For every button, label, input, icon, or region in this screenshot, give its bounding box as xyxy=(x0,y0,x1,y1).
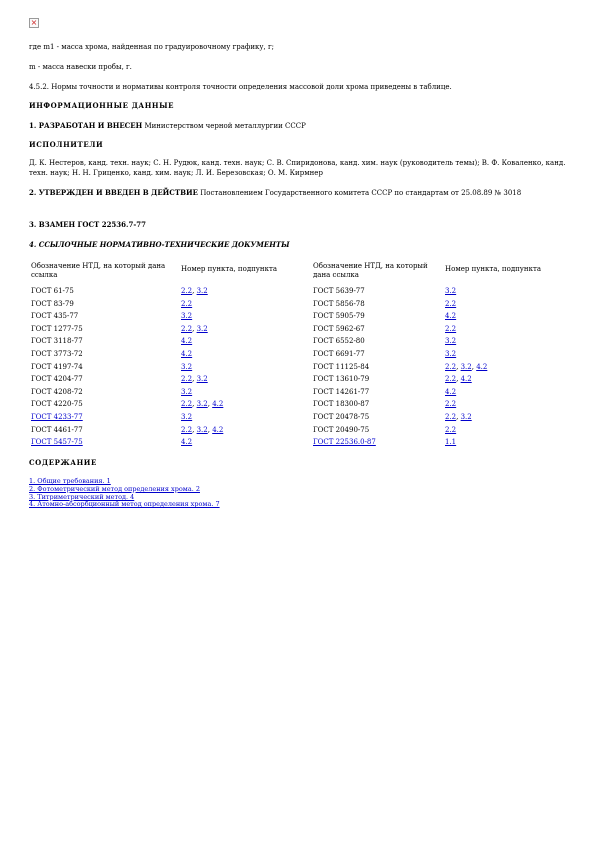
doc-cell-l xyxy=(29,363,179,376)
info-heading: ИНФОРМАЦИОННЫЕ ДАННЫЕ xyxy=(29,101,175,110)
points-cell-l xyxy=(179,438,311,451)
point-link[interactable]: 3.2 xyxy=(196,425,208,434)
point-link[interactable]: 2.2 xyxy=(181,299,193,308)
col-header-doc-left: Обозначение НТД, на который дана ссылка xyxy=(31,262,166,279)
doc-cell-r xyxy=(311,413,443,426)
doc-label: ГОСТ 5962-67 xyxy=(313,324,365,333)
points-cell-l xyxy=(179,363,311,376)
doc-cell-l xyxy=(29,350,179,363)
doc-label: ГОСТ 1277-75 xyxy=(31,324,83,333)
point-link[interactable]: 3.2 xyxy=(196,324,208,333)
point-link[interactable]: 2.2 xyxy=(445,299,457,308)
points-cell-l xyxy=(179,388,311,401)
points-cell-r: 2.2, 3.2 xyxy=(445,412,472,421)
points-cell-r xyxy=(443,312,569,325)
point-link[interactable]: 3.2 xyxy=(181,387,193,396)
point-link[interactable]: 4.2 xyxy=(212,400,224,409)
point-link[interactable]: 3.2 xyxy=(460,412,472,421)
points-cell-l xyxy=(179,300,311,313)
doc-label: ГОСТ 4197-74 xyxy=(31,362,83,371)
doc-cell-l xyxy=(29,388,179,401)
doc-label: ГОСТ 61-75 xyxy=(31,287,74,295)
doc-label: ГОСТ 6691-77 xyxy=(313,349,365,358)
point-link[interactable]: 1.1 xyxy=(445,438,457,447)
point-link[interactable]: 4.2 xyxy=(445,387,457,396)
points-cell-r: 2.2, 4.2 xyxy=(445,375,472,384)
doc-label: ГОСТ 6552-80 xyxy=(313,337,365,346)
doc-label: ГОСТ 4208-72 xyxy=(31,387,83,396)
doc-cell-r xyxy=(311,438,443,451)
doc-link[interactable]: ГОСТ 5457-75 xyxy=(31,438,83,447)
point-link[interactable]: 3.2 xyxy=(445,287,457,295)
doc-cell-r xyxy=(311,337,443,350)
doc-label: ГОСТ 4461-77 xyxy=(31,425,83,434)
doc-label: ГОСТ 11125-84 xyxy=(313,362,370,371)
table-row xyxy=(29,350,569,363)
doc-cell-r xyxy=(311,350,443,363)
points-cell-l xyxy=(179,312,311,325)
points-cell-l xyxy=(179,337,311,350)
contents-link-1[interactable]: 1. Общие требования. 1 xyxy=(29,477,111,485)
doc-label: ГОСТ 435-77 xyxy=(31,312,79,321)
formula-where-m1: где m1 - масса хрома, найденная по градуировочному графику, г; xyxy=(29,43,275,51)
point-link[interactable]: 3.2 xyxy=(445,337,457,346)
doc-cell-l xyxy=(29,375,179,388)
table-row xyxy=(29,438,569,451)
table-row xyxy=(29,300,569,313)
contents-list xyxy=(29,478,220,509)
table-row xyxy=(29,413,569,426)
executors-heading: ИСПОЛНИТЕЛИ xyxy=(29,140,104,149)
points-cell-r xyxy=(443,300,569,313)
points-cell-r xyxy=(443,350,569,363)
table-row xyxy=(29,312,569,325)
doc-label: ГОСТ 18300-87 xyxy=(313,400,370,409)
points-cell-r xyxy=(443,388,569,401)
paragraph-4-5-2: 4.5.2. Нормы точности и нормативы контроля точности определения массовой доли хрома приведены в таблице. xyxy=(29,83,452,91)
doc-cell-r xyxy=(311,325,443,338)
point-link[interactable]: 4.2 xyxy=(212,425,224,434)
doc-label: ГОСТ 13610-79 xyxy=(313,375,370,384)
point-link[interactable]: 4.2 xyxy=(181,438,193,447)
points-cell-r xyxy=(443,400,569,413)
doc-cell-r xyxy=(311,300,443,313)
point-link[interactable]: 3.2 xyxy=(181,412,193,421)
doc-label: ГОСТ 20478-75 xyxy=(313,412,370,421)
point-link[interactable]: 4.2 xyxy=(460,375,472,384)
doc-cell-r xyxy=(311,375,443,388)
doc-cell-r xyxy=(311,312,443,325)
contents-link-2[interactable]: 2. Фотометрический метод определения хрома. 2 xyxy=(29,484,200,493)
table-row xyxy=(29,388,569,401)
point-link[interactable]: 2.2 xyxy=(445,400,457,409)
points-cell-l: 2.2, 3.2 xyxy=(181,287,208,295)
point-link[interactable]: 2.2 xyxy=(181,324,193,333)
doc-link[interactable]: ГОСТ 22536.0-87 xyxy=(313,438,376,447)
doc-cell-r xyxy=(311,400,443,413)
point-link[interactable]: 4.2 xyxy=(476,362,488,371)
point-link[interactable]: 3.2 xyxy=(460,362,472,371)
doc-cell-l xyxy=(29,413,179,426)
points-cell-r xyxy=(443,337,569,350)
point-link[interactable]: 2.2 xyxy=(181,375,193,384)
point-link[interactable]: 2.2 xyxy=(445,324,457,333)
point-link[interactable]: 2.2 xyxy=(445,362,457,371)
doc-cell-l xyxy=(29,300,179,313)
col-header-doc-right: Обозначение НТД, на который дана ссылка xyxy=(313,262,428,279)
points-cell-l: 2.2, 3.2 xyxy=(181,375,208,384)
point-link[interactable]: 2.2 xyxy=(181,287,193,295)
doc-label: ГОСТ 14261-77 xyxy=(313,387,370,396)
executors-text: Д. К. Нестеров, канд. техн. наук; С. Н. Рудюк, канд. техн. наук; С. В. Спиридонова, канд. хим. наук (руководитель темы); В. Ф. Коваленко, канд. техн. наук; Н. Н. Гриценко, канд. хим. наук; Л. И. Березовская; О. М. Кирмнер xyxy=(29,159,566,177)
doc-cell-r xyxy=(311,388,443,401)
points-cell-r xyxy=(443,426,569,439)
table-row xyxy=(29,400,569,413)
doc-label: ГОСТ 5905-79 xyxy=(313,312,365,321)
doc-cell-l xyxy=(29,400,179,413)
item-3: 3. ВЗАМЕН ГОСТ 22536.7-77 xyxy=(29,220,147,229)
doc-label: ГОСТ 3118-77 xyxy=(31,337,83,346)
doc-cell-l xyxy=(29,287,179,300)
doc-label: ГОСТ 20490-75 xyxy=(313,425,370,434)
point-link[interactable]: 4.2 xyxy=(181,337,193,346)
point-link[interactable]: 2.2 xyxy=(181,400,193,409)
points-cell-l: 2.2, 3.2, 4.2 xyxy=(181,425,224,434)
item-1-label: 1. РАЗРАБОТАН И ВНЕСЕН xyxy=(29,121,143,130)
point-link[interactable]: 3.2 xyxy=(196,400,208,409)
points-cell-l: 2.2, 3.2, 4.2 xyxy=(181,400,224,409)
contents-link-4[interactable]: 4. Атомно-абсорбционный метод определения хрома. 7 xyxy=(29,500,220,509)
doc-cell-l xyxy=(29,337,179,350)
point-link[interactable]: 2.2 xyxy=(181,425,193,434)
point-link[interactable]: 3.2 xyxy=(196,287,208,295)
point-link[interactable]: 3.2 xyxy=(445,349,457,358)
item-2-label: 2. УТВЕРЖДЕН И ВВЕДЕН В ДЕЙСТВИЕ xyxy=(29,188,198,197)
table-row xyxy=(29,325,569,338)
point-link[interactable]: 3.2 xyxy=(181,362,193,371)
doc-label: ГОСТ 5856-78 xyxy=(313,299,365,308)
doc-label: ГОСТ 4220-75 xyxy=(31,400,83,409)
item-1 xyxy=(29,121,569,131)
contents-link-3[interactable]: 3. Титриметрический метод. 4 xyxy=(29,492,135,501)
formula-where-m: m - масса навески пробы, г. xyxy=(29,63,132,71)
doc-cell-l xyxy=(29,438,179,451)
doc-link[interactable]: ГОСТ 4233-77 xyxy=(31,412,83,421)
contents-heading: СОДЕРЖАНИЕ xyxy=(29,458,97,467)
doc-cell-r xyxy=(311,426,443,439)
doc-label: ГОСТ 3773-72 xyxy=(31,349,83,358)
point-link[interactable]: 2.2 xyxy=(445,375,457,384)
table-row xyxy=(29,363,569,376)
table-row xyxy=(29,426,569,439)
point-link[interactable]: 3.2 xyxy=(196,375,208,384)
doc-cell-l xyxy=(29,426,179,439)
broken-image-icon: × xyxy=(30,18,38,27)
point-link[interactable]: 4.2 xyxy=(181,349,193,358)
points-cell-l xyxy=(179,350,311,363)
references-table xyxy=(29,262,569,451)
item-2-text: Постановлением Государственного комитета СССР по стандартам от 25.08.89 № 3018 xyxy=(200,189,522,197)
points-cell-r xyxy=(443,287,569,300)
point-link[interactable]: 2.2 xyxy=(445,412,457,421)
doc-cell-r xyxy=(311,287,443,300)
doc-label: ГОСТ 4204-77 xyxy=(31,375,83,384)
table-row xyxy=(29,375,569,388)
table-row xyxy=(29,337,569,350)
table-row xyxy=(29,287,569,300)
doc-cell-l xyxy=(29,312,179,325)
point-link[interactable]: 3.2 xyxy=(181,312,193,321)
item-1-text: Министерством черной металлургии СССР xyxy=(144,122,306,130)
col-header-points-left: Номер пункта, подпункта xyxy=(181,265,277,273)
points-cell-l: 2.2, 3.2 xyxy=(181,324,208,333)
points-cell-r: 2.2, 3.2, 4.2 xyxy=(445,362,488,371)
doc-cell-l xyxy=(29,325,179,338)
doc-label: ГОСТ 5639-77 xyxy=(313,287,365,295)
points-cell-r xyxy=(443,438,569,451)
item-4: 4. ССЫЛОЧНЫЕ НОРМАТИВНО-ТЕХНИЧЕСКИЕ ДОКУМЕНТЫ xyxy=(29,240,290,249)
doc-cell-r xyxy=(311,363,443,376)
doc-label: ГОСТ 83-79 xyxy=(31,299,74,308)
item-2 xyxy=(29,188,569,198)
point-link[interactable]: 4.2 xyxy=(445,312,457,321)
points-cell-l xyxy=(179,413,311,426)
table-header-row xyxy=(29,262,569,287)
point-link[interactable]: 2.2 xyxy=(445,425,457,434)
points-cell-r xyxy=(443,325,569,338)
col-header-points-right: Номер пункта, подпункта xyxy=(445,265,541,273)
